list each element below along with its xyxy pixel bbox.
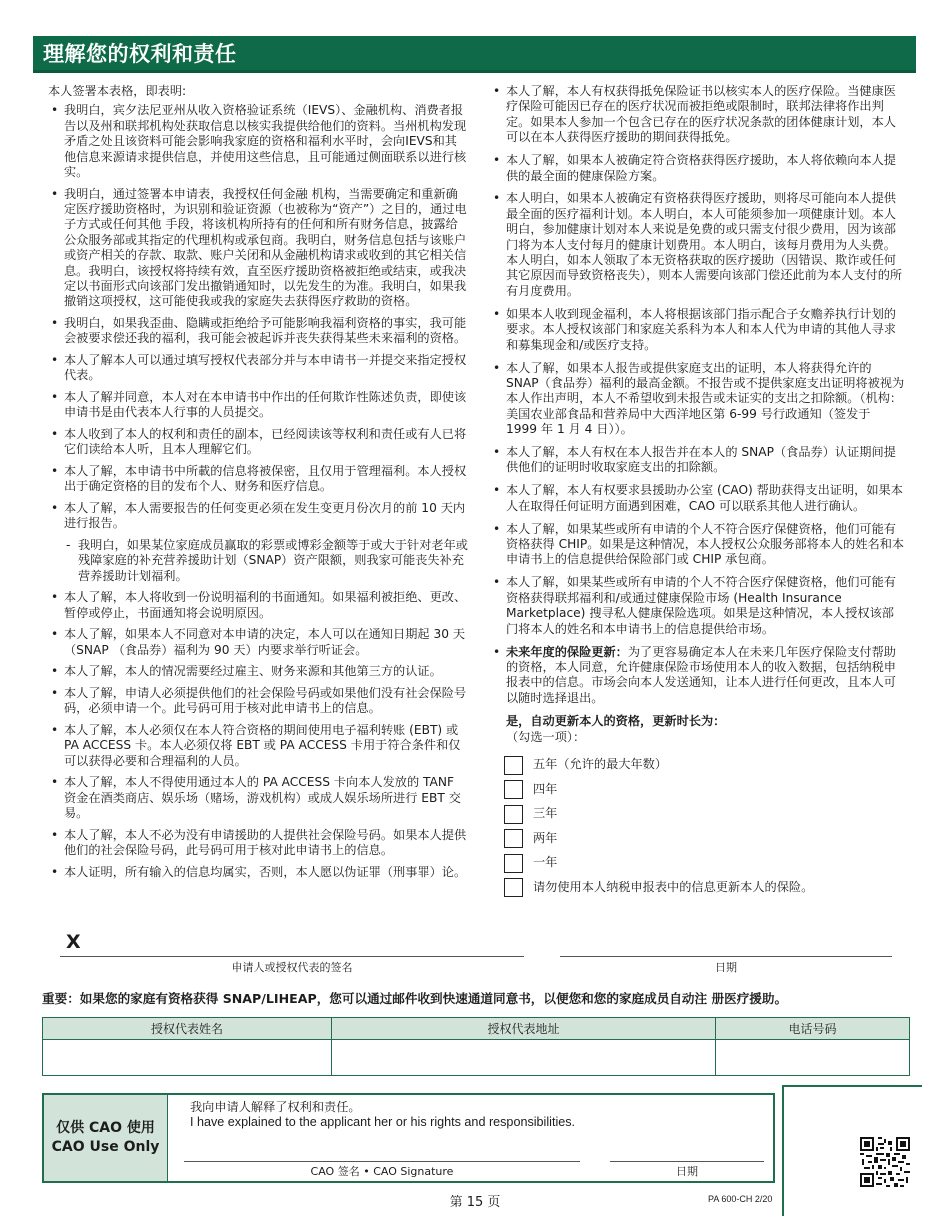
page-title: 理解您的权利和责任 (43, 42, 237, 66)
renewal-checkbox[interactable] (504, 878, 523, 897)
bullet-item (490, 645, 905, 707)
bullet-item: • 我明白，通过签署本申请表，我授权任何金融 机构，当需要确定和重新确 定医疗援助资格时，为识别和验证资源（也被称为“资产”）之目的，通过电子方式或任何其他 手段，将该机构所持有的任何和所有财务信息，披露给公众服务部或其指定的代理机构或承包商。我明白，财务信息包括与该账户或资产相关的存款、取款、账户关闭和从金融机构请求或收到的其它相关信息。我明白，该授权将持续有效，直至医疗援助资格被拒绝或结束，或我决定以书面形式向该部门发出撤销通知时，以先发生的为准。我明白，如果我撤销这项授权，这可能使我或我的家庭失去获得医疗救助的资格。 (48, 187, 468, 310)
cao-label-en: CAO Use Only (51, 1139, 160, 1155)
right-column (490, 84, 905, 900)
renewal-title: 是，自动更新本人的资格，更新时长为： (506, 714, 726, 729)
bullet-item: • 本人收到了本人的权利和责任的副本，已经阅读该等权利和责任或有人已将它们读给本人听，且本人理解它们。 (48, 427, 468, 458)
bullet-item: • 本人了解，本人不必为没有申请援助的人提供社会保险号码。如果本人提供他们的社会保险号码，此号码可用于核对此申请书上的信息。 (48, 828, 468, 859)
renewal-option (490, 851, 905, 876)
bullet-item: • 本人了解，本人需要报告的任何变更必须在发生变更月份次月的前 10 天内进行报告。 (48, 501, 468, 532)
applicant-signature-label: 申请人或授权代表的签名 (231, 961, 353, 974)
renewal-option-label: 五年（允许的最大年数） (533, 757, 668, 772)
renewal-option-label: 请勿使用本人纳税申报表中的信息更新本人的保险。 (533, 879, 814, 894)
bullet-text: 本人了解，如果某些或所有申请的个人不符合医疗保健资格，他们可能有资格获得 CHIP。如果是这种情况，本人授权公众服务部将本人的姓名和本申请书上的信息提供给保险部门或 CHIP 承包商。 (506, 521, 905, 567)
bullet-item: • 我明白，宾夕法尼亚州从收入资格验证系统（IEVS）、金融机构、消费者报告以及州和联邦机构处获取信息以核实我提供给他们的资料。当州机构发现矛盾之处且该资料可能会影响我家庭的资格和福利水平时，会向IEVS和其他信息来源请求提供信息，并使用这些信息，且可能通过侧面联系以进行核实。 (48, 103, 468, 180)
bullet-item: • 本人了解，本人不得使用通过本人的 PA ACCESS 卡向本人发放的 TANF 资金在酒类商店、娱乐场（赌场，游戏机构）或成人娱乐场所进行 EBT 交易。 (48, 775, 468, 821)
renewal-checkbox[interactable] (504, 829, 523, 848)
intro-text: 本人签署本表格，即表明: (48, 84, 187, 98)
bullet-item (490, 191, 905, 299)
rep-address-field[interactable] (332, 1040, 716, 1076)
bullet-item: • 本人了解，本人将收到一份说明福利的书面通知。如果福利被拒绝、更改、暂停或停止，书面通知将会说明原因。 (48, 590, 468, 621)
bullet-text: 如果本人收到现金福利，本人将根据该部门指示配合子女赡养执行计划的要求。本人授权该部门和家庭关系科为本人和本人代为申请的其他人寻求和募集现金和/或医疗支持。 (506, 306, 896, 352)
cao-signature-label: CAO 签名 • CAO Signature (310, 1165, 454, 1178)
renewal-option-label: 三年 (533, 806, 558, 821)
frame-divider-horizontal (782, 1085, 922, 1087)
renewal-options (490, 753, 905, 900)
cao-date-label: 日期 (676, 1165, 698, 1178)
renewal-checkbox[interactable] (504, 854, 523, 873)
bullet-item: • 本人了解，本人的情况需要经过雇主、财务来源和其他第三方的认证。 (48, 664, 468, 679)
rep-name-field[interactable] (43, 1040, 332, 1076)
right-bullet-list (490, 84, 905, 706)
bullet-text: 本人了解，如果某些或所有申请的个人不符合医疗保健资格，他们可能有资格获得联邦福利和/或通过健康保险市场 (Health Insurance Marketplace) 搜寻私人健康保险选项。如果是这种情况，本人授权该部门将本人的姓名和本申请书上的信息提供给市场。 (506, 575, 896, 636)
cao-signature-line[interactable] (184, 1161, 580, 1162)
bullet-item (490, 445, 905, 476)
cao-statement-cn: 我向申请人解释了权利和责任。 (190, 1100, 361, 1114)
cao-label-cn: 仅供 CAO 使用 (56, 1120, 155, 1136)
applicant-date-line[interactable] (560, 956, 892, 957)
bullet-item (490, 361, 905, 438)
cao-body (168, 1095, 773, 1181)
renewal-option (490, 777, 905, 802)
authorized-rep-table (42, 1017, 910, 1076)
qr-code-icon (860, 1137, 910, 1187)
left-column (48, 84, 468, 886)
rep-phone-header: 电话号码 (716, 1018, 910, 1040)
applicant-signature-line[interactable] (60, 956, 524, 957)
renewal-option-label: 两年 (533, 830, 558, 845)
renewal-hint: （勾选一项）： (506, 729, 586, 744)
renewal-option (490, 802, 905, 827)
renewal-option (490, 875, 905, 900)
renewal-option (490, 753, 905, 778)
bullet-item (490, 153, 905, 184)
bullet-item: • 本人了解，如果本人不同意对本申请的决定，本人可以在通知日期起 30 天（SNAP （食品券）福利为 90 天）内要求举行听证会。 (48, 627, 468, 658)
rep-address-header: 授权代表地址 (332, 1018, 716, 1040)
bullet-item (490, 575, 905, 637)
bullet-text: 本人了解，本人有权获得抵免保险证书以核实本人的医疗保险。当健康医疗保险可能因已存在的医疗状况而被拒绝或限制时，联邦法律将作出判定。如果本人参加一个包含已存在的医疗状况条款的团体健康计划，本人可以在本人获得医疗援助的期间获得抵免。 (506, 84, 896, 145)
bullet-item: • 本人了解并同意，本人对在本申请书中作出的任何欺诈性陈述负责，即使该申请书是由代表本人行事的人员提交。 (48, 390, 468, 421)
bullet-lead: 未来年度的保险更新： (506, 644, 628, 659)
bullet-item: • 本人了解，申请人必须提供他们的社会保险号码或如果他们没有社会保险号码，必须申请一个。此号码可用于核对此申请书上的信息。 (48, 686, 468, 717)
bullet-item (490, 483, 905, 514)
bullet-item (490, 522, 905, 568)
cao-label (44, 1095, 168, 1181)
form-code: PA 600-CH 2/20 (708, 1194, 773, 1204)
applicant-date-label: 日期 (715, 961, 737, 974)
cao-date-line[interactable] (610, 1161, 764, 1162)
renewal-option-label: 一年 (533, 855, 558, 870)
bullet-text: 本人了解，如果本人报告或提供家庭支出的证明，本人将获得允许的 SNAP（食品券）福利的最高金额。不报告或不提供家庭支出证明将被视为本人作出声明，本人不希望收到未报告或未证实的支出之扣除额。（机构：美国农业部食品和营养局中大西洋地区第 6-99 号行政通知（签发于 1999 年 1 月 4 日））。 (506, 360, 905, 437)
rep-name-header: 授权代表姓名 (43, 1018, 332, 1040)
renewal-checkbox[interactable] (504, 756, 523, 775)
bullet-item (490, 84, 905, 146)
renewal-option (490, 826, 905, 851)
bullet-item: • 本人了解，本申请书中所載的信息将被保密，且仅用于管理福利。本人授权出于确定资格的目的发布个人、财务和医疗信息。 (48, 464, 468, 495)
rep-phone-field[interactable] (716, 1040, 910, 1076)
renewal-option-label: 四年 (533, 781, 558, 796)
bullet-text: 本人了解，如果本人被确定符合资格获得医疗援助，本人将依赖向本人提供的最全面的健康保险方案。 (506, 153, 896, 183)
left-bullet-list (48, 103, 468, 880)
sub-bullet-item: - 我明白，如果某位家庭成员赢取的彩票或博彩金额等于或大于针对老年或残障家庭的补充营养援助计划（SNAP）资产限额，则我家可能丧失补充营养援助计划福利。 (48, 538, 468, 584)
bullet-text: 为了更容易确定本人在未来几年医疗保险支付帮助的资格，本人同意，允许健康保险市场使用本人的收入数据，包括纳税申报表中的信息。市场会向本人发送通知，让本人进行任何更改，且本人可以随时选择退出。 (506, 644, 896, 705)
section-header (33, 36, 916, 73)
important-notice: 重要：如果您的家庭有资格获得 SNAP/LIHEAP，您可以通过邮件收到快速通道同意书，以便您和您的家庭成员自动注 册医疗援助。 (42, 991, 788, 1006)
signature-x-mark: X (66, 931, 81, 953)
bullet-text: 本人了解，本人有权在本人报告并在本人的 SNAP（食品券）认证期间提供他们的证明时收取家庭支出的扣除额。 (506, 445, 896, 475)
bullet-text: 本人明白，如果本人被确定有资格获得医疗援助，则将尽可能向本人提供最全面的医疗福利计划。本人明白，本人可能须参加一项健康计划。本人明白，参加健康计划对本人来说是免费的或只需支付很少费用，因为该部门将为本人支付每月的健康计划费用。本人明白，该每月费用为人头费。本人明白，如本人领取了本无资格获取的医疗援助（因错误、欺诈或任何其它原因而导致资格丧失），则本人需要向该部门偿还此前为本人支付的所有月度费用。 (506, 191, 903, 298)
renewal-checkbox[interactable] (504, 780, 523, 799)
bullet-text: 本人了解，本人有权要求县援助办公室 (CAO) 帮助获得支出证明，如果本人在取得任何证明方面遇到困难，CAO 可以联系其他人进行确认。 (506, 483, 903, 513)
renewal-checkbox[interactable] (504, 805, 523, 824)
cao-use-only-box (42, 1093, 775, 1183)
bullet-item: • 我明白，如果我歪曲、隐瞒或拒绝给予可能影响我福利资格的事实，我可能会被要求偿还我的福利，我可能会被起诉并丧失获得某些未来福利的资格。 (48, 316, 468, 347)
bullet-item: • 本人了解本人可以通过填写授权代表部分并与本申请书一并提交来指定授权代表。 (48, 353, 468, 384)
bullet-item: • 本人证明，所有输入的信息均属实，否则，本人愿以伪证罪（刑事罪）论。 (48, 865, 468, 880)
cao-statement-en: I have explained to the applicant her or his rights and responsibilities. (190, 1115, 576, 1129)
page-number: 第 15 页 (449, 1195, 501, 1210)
bullet-item: • 本人了解，本人必须仅在本人符合资格的期间使用电子福利转账 (EBT) 或 PA ACCESS 卡。本人必须仅将 EBT 或 PA ACCESS 卡用于符合条件和仅可以获得必要和合理福利的人员。 (48, 723, 468, 769)
bullet-item (490, 307, 905, 353)
